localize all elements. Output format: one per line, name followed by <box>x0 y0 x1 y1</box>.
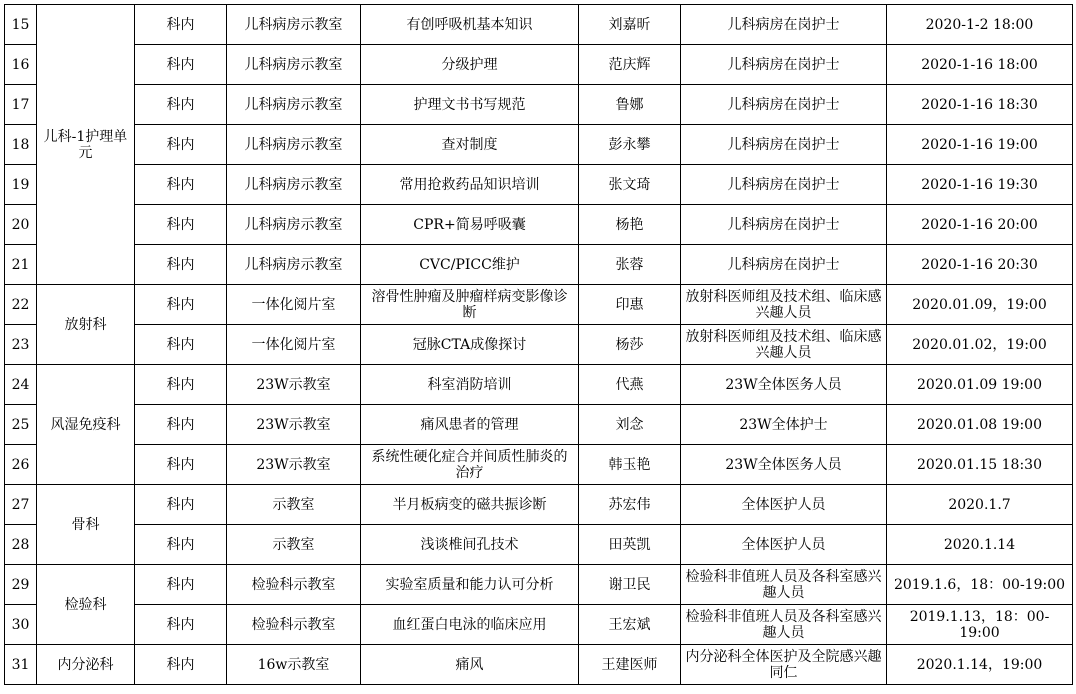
table-row <box>5 565 1073 605</box>
location-cell: 儿科病房示教室 <box>227 85 361 125</box>
time-cell: 2020.1.7 <box>887 485 1073 525</box>
time-cell: 2020-1-16 20:00 <box>887 205 1073 245</box>
training-type-cell: 科内 <box>135 405 227 445</box>
topic-cell: 实验室质量和能力认可分析 <box>361 565 579 605</box>
row-number-cell: 30 <box>5 605 37 645</box>
audience-cell: 23W全体医务人员 <box>681 445 887 485</box>
audience-cell: 儿科病房在岗护士 <box>681 205 887 245</box>
table-row <box>5 605 1073 645</box>
table-row <box>5 285 1073 325</box>
table-row <box>5 645 1073 685</box>
row-number-cell: 24 <box>5 365 37 405</box>
training-type-cell: 科内 <box>135 285 227 325</box>
location-cell: 23W示教室 <box>227 405 361 445</box>
speaker-cell: 韩玉艳 <box>579 445 681 485</box>
audience-cell: 儿科病房在岗护士 <box>681 125 887 165</box>
topic-cell: 溶骨性肿瘤及肿瘤样病变影像诊断 <box>361 285 579 325</box>
topic-cell: 常用抢救药品知识培训 <box>361 165 579 205</box>
training-type-cell: 科内 <box>135 605 227 645</box>
location-cell: 一体化阅片室 <box>227 325 361 365</box>
training-type-cell: 科内 <box>135 205 227 245</box>
training-type-cell: 科内 <box>135 445 227 485</box>
location-cell: 儿科病房示教室 <box>227 45 361 85</box>
speaker-cell: 杨艳 <box>579 205 681 245</box>
audience-cell: 检验科非值班人员及各科室感兴趣人员 <box>681 605 887 645</box>
topic-cell: 痛风 <box>361 645 579 685</box>
table-row <box>5 525 1073 565</box>
table-row <box>5 365 1073 405</box>
audience-cell: 23W全体护士 <box>681 405 887 445</box>
time-cell: 2020.01.09 19:00 <box>887 365 1073 405</box>
training-type-cell: 科内 <box>135 565 227 605</box>
time-cell: 2020-1-16 19:30 <box>887 165 1073 205</box>
row-number-cell: 25 <box>5 405 37 445</box>
training-schedule-table <box>4 4 1073 685</box>
speaker-cell: 田英凯 <box>579 525 681 565</box>
location-cell: 儿科病房示教室 <box>227 5 361 45</box>
row-number-cell: 23 <box>5 325 37 365</box>
row-number-cell: 28 <box>5 525 37 565</box>
table-row <box>5 245 1073 285</box>
time-cell: 2020.01.15 18:30 <box>887 445 1073 485</box>
row-number-cell: 19 <box>5 165 37 205</box>
speaker-cell: 刘嘉昕 <box>579 5 681 45</box>
speaker-cell: 谢卫民 <box>579 565 681 605</box>
location-cell: 儿科病房示教室 <box>227 245 361 285</box>
audience-cell: 23W全体医务人员 <box>681 365 887 405</box>
topic-cell: CVC/PICC维护 <box>361 245 579 285</box>
department-cell: 儿科-1护理单元 <box>37 5 135 285</box>
training-type-cell: 科内 <box>135 45 227 85</box>
speaker-cell: 范庆辉 <box>579 45 681 85</box>
audience-cell: 放射科医师组及技术组、临床感兴趣人员 <box>681 285 887 325</box>
location-cell: 儿科病房示教室 <box>227 205 361 245</box>
topic-cell: CPR+简易呼吸囊 <box>361 205 579 245</box>
table-row <box>5 325 1073 365</box>
time-cell: 2020.01.08 19:00 <box>887 405 1073 445</box>
table-row <box>5 405 1073 445</box>
table-row <box>5 125 1073 165</box>
table-row <box>5 445 1073 485</box>
location-cell: 一体化阅片室 <box>227 285 361 325</box>
topic-cell: 系统性硬化症合并间质性肺炎的治疗 <box>361 445 579 485</box>
topic-cell: 浅谈椎间孔技术 <box>361 525 579 565</box>
topic-cell: 痛风患者的管理 <box>361 405 579 445</box>
department-cell: 骨科 <box>37 485 135 565</box>
audience-cell: 儿科病房在岗护士 <box>681 245 887 285</box>
training-type-cell: 科内 <box>135 525 227 565</box>
location-cell: 检验科示教室 <box>227 605 361 645</box>
speaker-cell: 代燕 <box>579 365 681 405</box>
time-cell: 2020.01.02，19:00 <box>887 325 1073 365</box>
department-cell: 放射科 <box>37 285 135 365</box>
table-row <box>5 5 1073 45</box>
time-cell: 2020-1-16 18:30 <box>887 85 1073 125</box>
audience-cell: 儿科病房在岗护士 <box>681 165 887 205</box>
speaker-cell: 彭永攀 <box>579 125 681 165</box>
table-body <box>5 5 1073 685</box>
training-type-cell: 科内 <box>135 485 227 525</box>
topic-cell: 科室消防培训 <box>361 365 579 405</box>
row-number-cell: 20 <box>5 205 37 245</box>
speaker-cell: 张文琦 <box>579 165 681 205</box>
training-type-cell: 科内 <box>135 165 227 205</box>
topic-cell: 护理文书书写规范 <box>361 85 579 125</box>
time-cell: 2020.1.14，19:00 <box>887 645 1073 685</box>
audience-cell: 放射科医师组及技术组、临床感兴趣人员 <box>681 325 887 365</box>
time-cell: 2020-1-2 18:00 <box>887 5 1073 45</box>
speaker-cell: 张蓉 <box>579 245 681 285</box>
training-type-cell: 科内 <box>135 645 227 685</box>
audience-cell: 儿科病房在岗护士 <box>681 5 887 45</box>
topic-cell: 查对制度 <box>361 125 579 165</box>
audience-cell: 全体医护人员 <box>681 485 887 525</box>
row-number-cell: 21 <box>5 245 37 285</box>
speaker-cell: 王建医师 <box>579 645 681 685</box>
row-number-cell: 15 <box>5 5 37 45</box>
location-cell: 检验科示教室 <box>227 565 361 605</box>
speaker-cell: 王宏斌 <box>579 605 681 645</box>
time-cell: 2020.01.09，19:00 <box>887 285 1073 325</box>
speaker-cell: 苏宏伟 <box>579 485 681 525</box>
location-cell: 儿科病房示教室 <box>227 165 361 205</box>
speaker-cell: 鲁娜 <box>579 85 681 125</box>
audience-cell: 全体医护人员 <box>681 525 887 565</box>
location-cell: 16w示教室 <box>227 645 361 685</box>
row-number-cell: 16 <box>5 45 37 85</box>
table-row <box>5 85 1073 125</box>
training-type-cell: 科内 <box>135 5 227 45</box>
department-cell: 检验科 <box>37 565 135 645</box>
time-cell: 2020-1-16 20:30 <box>887 245 1073 285</box>
table-row <box>5 165 1073 205</box>
training-type-cell: 科内 <box>135 85 227 125</box>
audience-cell: 儿科病房在岗护士 <box>681 45 887 85</box>
table-row <box>5 485 1073 525</box>
row-number-cell: 31 <box>5 645 37 685</box>
row-number-cell: 18 <box>5 125 37 165</box>
table-row <box>5 45 1073 85</box>
topic-cell: 半月板病变的磁共振诊断 <box>361 485 579 525</box>
row-number-cell: 26 <box>5 445 37 485</box>
training-type-cell: 科内 <box>135 245 227 285</box>
row-number-cell: 17 <box>5 85 37 125</box>
time-cell: 2020-1-16 18:00 <box>887 45 1073 85</box>
location-cell: 儿科病房示教室 <box>227 125 361 165</box>
training-type-cell: 科内 <box>135 365 227 405</box>
department-cell: 风湿免疫科 <box>37 365 135 485</box>
location-cell: 23W示教室 <box>227 365 361 405</box>
training-type-cell: 科内 <box>135 325 227 365</box>
audience-cell: 儿科病房在岗护士 <box>681 85 887 125</box>
row-number-cell: 27 <box>5 485 37 525</box>
location-cell: 示教室 <box>227 485 361 525</box>
row-number-cell: 29 <box>5 565 37 605</box>
training-type-cell: 科内 <box>135 125 227 165</box>
table-row <box>5 205 1073 245</box>
time-cell: 2019.1.13，18：00-19:00 <box>887 605 1073 645</box>
row-number-cell: 22 <box>5 285 37 325</box>
topic-cell: 有创呼吸机基本知识 <box>361 5 579 45</box>
speaker-cell: 印惠 <box>579 285 681 325</box>
department-cell: 内分泌科 <box>37 645 135 685</box>
time-cell: 2019.1.6，18：00-19:00 <box>887 565 1073 605</box>
speaker-cell: 杨莎 <box>579 325 681 365</box>
location-cell: 23W示教室 <box>227 445 361 485</box>
topic-cell: 分级护理 <box>361 45 579 85</box>
topic-cell: 血红蛋白电泳的临床应用 <box>361 605 579 645</box>
topic-cell: 冠脉CTA成像探讨 <box>361 325 579 365</box>
time-cell: 2020.1.14 <box>887 525 1073 565</box>
location-cell: 示教室 <box>227 525 361 565</box>
audience-cell: 内分泌科全体医护及全院感兴趣同仁 <box>681 645 887 685</box>
time-cell: 2020-1-16 19:00 <box>887 125 1073 165</box>
speaker-cell: 刘念 <box>579 405 681 445</box>
audience-cell: 检验科非值班人员及各科室感兴趣人员 <box>681 565 887 605</box>
